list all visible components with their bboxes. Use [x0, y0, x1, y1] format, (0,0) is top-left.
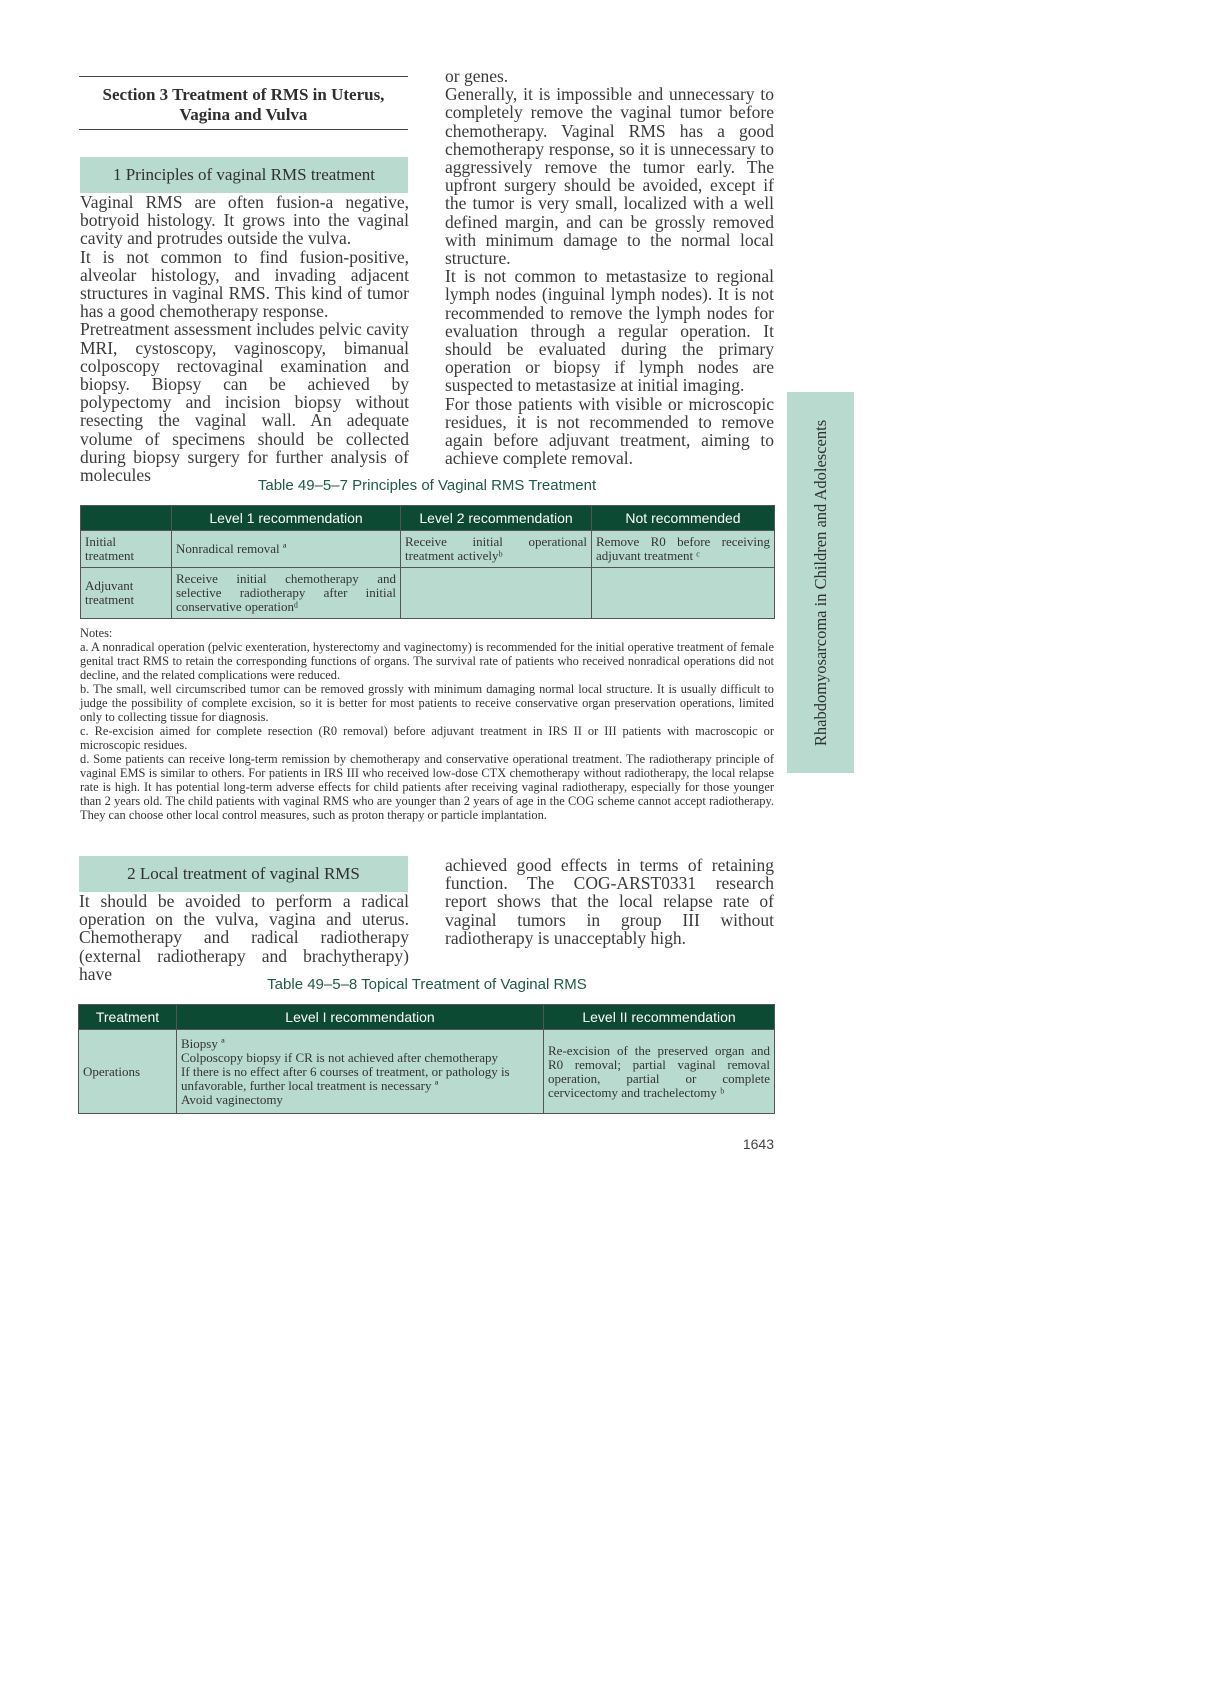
table-header-row: [79, 1005, 775, 1030]
chapter-side-tab-label: Rhabdomyosarcoma in Children and Adolescents: [810, 419, 830, 746]
table-cell: Receive initial operational treatment activelyᵇ: [401, 531, 592, 568]
table-header-cell: Not recommended: [592, 506, 775, 531]
table-1-caption: Table 49–5–7 Principles of Vaginal RMS Treatment: [257, 477, 597, 494]
table-header-cell: Level II recommendation: [544, 1005, 775, 1030]
section-title-line1: Section 3 Treatment of RMS in Uterus,: [102, 85, 385, 104]
table-cell: [401, 568, 592, 619]
paragraph: Vaginal RMS are often fusion-a negative, botryoid histology. It grows into the vaginal cavity and protrudes outside the vulva.: [80, 192, 409, 249]
paragraph: achieved good effects in terms of retaining function. The COG-ARST0331 research report shows that the local relapse rate of vaginal tumors in group III without radiotherapy is unacceptably high.: [445, 855, 774, 948]
table-row: [81, 531, 775, 568]
table-1: [80, 505, 775, 619]
table-cell: Operations: [79, 1030, 177, 1114]
table-cell: Re-excision of the preserved organ and R0 removal; partial vaginal removal operation, partial or complete cervicectomy and trachelectomy ᵇ: [544, 1030, 775, 1114]
notes-label: Notes:: [80, 626, 113, 640]
table-cell: Remove R0 before receiving adjuvant treatment ᶜ: [592, 531, 775, 568]
subsection-1-heading: 1 Principles of vaginal RMS treatment: [80, 157, 408, 193]
paragraph: It is not common to metastasize to regional lymph nodes (inguinal lymph nodes). It is not recommended to remove the lymph nodes for evaluation through a regular operation. It should be evaluated during the primary operation or biopsy if lymph nodes are suspected to metastasize at initial imaging.: [445, 266, 774, 396]
cell-line: Avoid vaginectomy: [181, 1091, 283, 1107]
section-title-bottom-rule: [79, 129, 408, 130]
section-title-line2: Vagina and Vulva: [179, 105, 308, 124]
table-header-cell: Treatment: [79, 1005, 177, 1030]
note-item: c. Re-excision aimed for complete resection (R0 removal) before adjuvant treatment in IRS II or III patients with macroscopic or microscopic residues.: [80, 724, 774, 752]
section-title-top-rule: [79, 76, 408, 77]
table-1-notes: [80, 626, 774, 822]
paragraph: or genes.: [445, 66, 509, 86]
subsection-2-heading: 2 Local treatment of vaginal RMS: [79, 856, 408, 892]
chapter-side-tab: [787, 392, 854, 773]
paragraph: Generally, it is impossible and unnecessary to completely remove the vaginal tumor before chemotherapy. Vaginal RMS has a good chemotherapy response, so it is unnecessary to aggressively remove the tumor early. The upfront surgery should be avoided, except if the tumor is very small, localized with a well defined margin, and can be grossly removed with minimum damage to the normal local structure.: [445, 84, 774, 269]
paragraph: For those patients with visible or microscopic residues, it is not recommended to remove again before adjuvant treatment, aiming to achieve complete removal.: [445, 393, 774, 469]
note-item: a. A nonradical operation (pelvic exenteration, hysterectomy and vaginectomy) is recommended for the initial operative treatment of female genital tract RMS to retain the corresponding functions of organs. The survival rate of patients who received nonradical operations did not decline, and the related complications were reduced.: [80, 640, 774, 682]
table-header-cell: Level I recommendation: [177, 1005, 544, 1030]
paragraph: It is not common to find fusion-positive, alveolar histology, and invading adjacent structures in vaginal RMS. This kind of tumor has a good chemotherapy response.: [80, 246, 409, 322]
section-title: [79, 85, 408, 125]
subsection-1-right-column: [445, 67, 774, 467]
table-cell: Adjuvant treatment: [81, 568, 172, 619]
note-item: d. Some patients can receive long-term remission by chemotherapy and conservative operational treatment. The radiotherapy principle of vaginal EMS is similar to others. For patients in IRS III who received low-dose CTX chemotherapy without radiotherapy, the local relapse rate is high. It has potential long-term adverse effects for child patients after receiving vaginal radiotherapy, especially for those younger than 2 years old. The child patients with vaginal RMS who are younger than 2 years of age in the COG scheme cannot accept radiotherapy. They can choose other local control measures, such as proton therapy or particle implantation.: [80, 752, 774, 822]
paragraph: Pretreatment assessment includes pelvic cavity MRI, cystoscopy, vaginoscopy, bimanual colposcopy rectovaginal examination and biopsy. Biopsy can be achieved by polypectomy and incision biopsy without resecting the vaginal wall. An adequate volume of specimens should be collected during biopsy surgery for further analysis of molecules: [80, 319, 409, 486]
subsection-2-right-column: [445, 856, 774, 947]
cell-line: If there is no effect after 6 courses of treatment, or pathology is unfavorable, further local treatment is necessary ª: [181, 1063, 510, 1093]
subsection-1-left-column: [80, 193, 409, 484]
page-number: 1643: [742, 1136, 774, 1152]
table-2: [78, 1004, 775, 1114]
table-row: [81, 568, 775, 619]
table-header-cell: Level 1 recommendation: [172, 506, 401, 531]
table-cell: [592, 568, 775, 619]
cell-line: Colposcopy biopsy if CR is not achieved after chemotherapy: [181, 1049, 498, 1065]
subsection-2-left-column: [79, 892, 409, 983]
table-header-row: [81, 506, 775, 531]
table-cell: Initial treatment: [81, 531, 172, 568]
note-item: b. The small, well circumscribed tumor can be removed grossly with minimum damaging normal local structure. It is usually difficult to judge the possibility of complete excision, so it is better for most patients to receive conservative organ preservation operations, limited only to collecting tissue for diagnosis.: [80, 682, 774, 724]
table-2-caption: Table 49–5–8 Topical Treatment of Vaginal RMS: [267, 976, 587, 993]
table-cell: [177, 1030, 544, 1114]
table-row: [79, 1030, 775, 1114]
table-cell: Receive initial chemotherapy and selective radiotherapy after initial conservative operationᵈ: [172, 568, 401, 619]
table-header-cell: [81, 506, 172, 531]
table-cell: Nonradical removal ª: [172, 531, 401, 568]
paragraph: It should be avoided to perform a radical operation on the vulva, vagina and uterus. Chemotherapy and radical radiotherapy (external radiotherapy and brachytherapy) have: [79, 891, 409, 984]
cell-line: Biopsy ª: [181, 1035, 225, 1051]
table-header-cell: Level 2 recommendation: [401, 506, 592, 531]
